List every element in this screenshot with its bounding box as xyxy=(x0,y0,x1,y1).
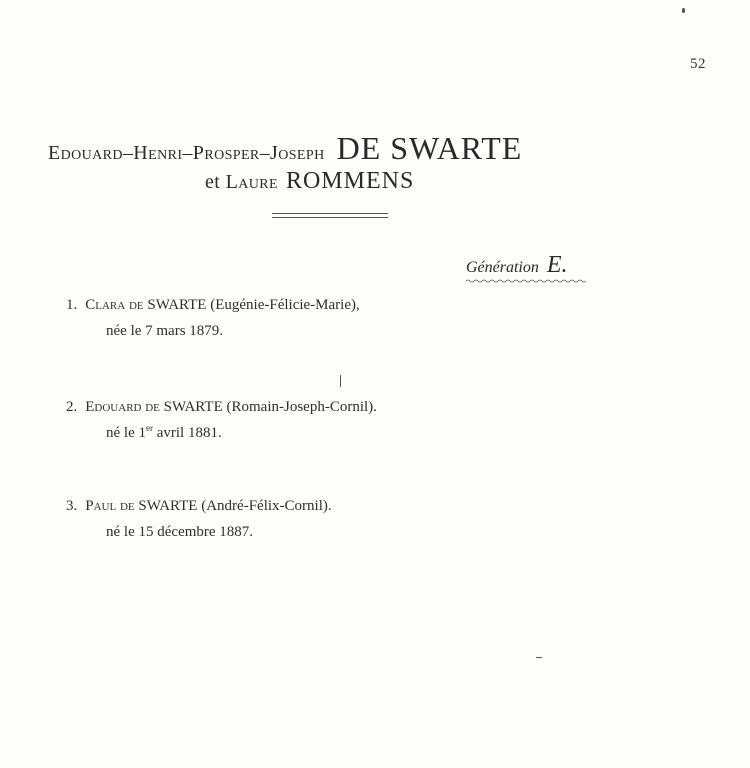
birth-text: né le 15 décembre 1887. xyxy=(106,524,254,540)
scan-speck xyxy=(536,657,542,658)
generation-label xyxy=(466,252,568,279)
wife-given-name: Laure xyxy=(225,171,278,193)
child-birth-line xyxy=(66,519,332,545)
wife-surname: ROMMENS xyxy=(285,168,415,194)
child-number: 1. xyxy=(66,297,78,313)
title-conjunction: et xyxy=(205,171,221,193)
child-christian-names: (André-Félix-Cornil). xyxy=(201,498,332,514)
child-christian-names: (Romain-Joseph-Cornil). xyxy=(226,399,377,415)
child-entry-1 xyxy=(66,292,360,344)
child-name-line xyxy=(66,292,360,318)
title-divider-bottom xyxy=(272,217,388,218)
husband-given-names: Edouard–Henri–Prosper–Joseph xyxy=(48,142,325,164)
birth-text: née le 7 mars 1879. xyxy=(106,323,224,339)
child-entry-3 xyxy=(66,493,332,545)
generation-word: Génération xyxy=(466,259,539,276)
child-particle: de xyxy=(145,399,160,415)
generation-letter: E. xyxy=(546,252,568,278)
child-number: 2. xyxy=(66,399,78,415)
ordinal-superscript: er xyxy=(145,423,153,433)
child-given-name: Edouard xyxy=(85,399,142,415)
child-surname: SWARTE xyxy=(163,399,223,415)
page-title-husband xyxy=(48,130,628,167)
scan-speck xyxy=(340,375,341,387)
child-particle: de xyxy=(128,297,144,313)
child-entry-2 xyxy=(66,394,377,446)
scan-speck xyxy=(682,8,685,13)
title-divider-top xyxy=(272,213,388,214)
child-birth-line xyxy=(66,420,377,446)
page-number: 52 xyxy=(690,56,706,72)
child-name-line xyxy=(66,493,332,519)
birth-text: né le 1 xyxy=(106,425,146,441)
child-birth-line xyxy=(66,318,360,344)
child-surname: SWARTE xyxy=(147,297,207,313)
birth-text-suffix: avril 1881. xyxy=(152,425,222,441)
child-number: 3. xyxy=(66,498,78,514)
husband-surname: DE SWARTE xyxy=(336,130,523,166)
child-christian-names: (Eugénie-Félicie-Marie), xyxy=(210,297,360,313)
child-surname: SWARTE xyxy=(138,498,198,514)
child-particle: de xyxy=(119,498,135,514)
child-name-line xyxy=(66,394,377,420)
child-given-name: Paul xyxy=(85,498,117,514)
child-given-name: Clara xyxy=(85,297,126,313)
page-title-wife xyxy=(205,168,414,195)
generation-underline xyxy=(466,279,586,283)
